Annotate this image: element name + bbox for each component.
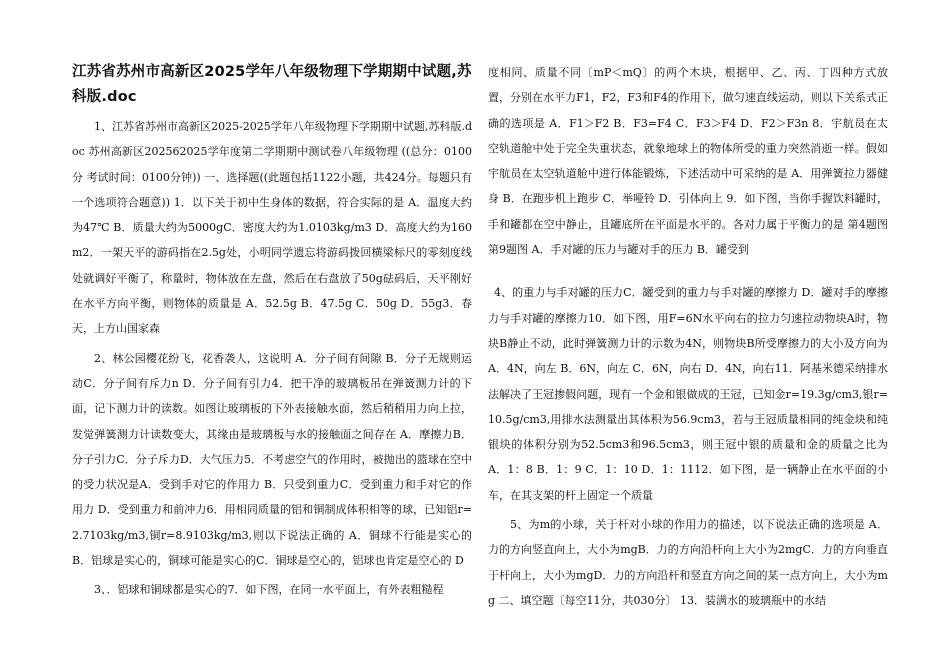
- paragraph-2: 2、林公园樱花纷飞，花香袭人，这说明 A．分子间有间隙 B．分子无规则运动C．分子间有斥力n D．分子间有引力4．把干净的玻璃板吊在弹簧测力计的下面，记下测力计的读数。如图让玻璃板的下外表接触水面，然后稍稍用力向上拉，发觉弹簧测力计读数变大，其缘由是玻璃板与水的接触面之间存在 A．摩擦力B．分子引力C．分子斥力D．大气压力5．不考虑空气的作用时，被抛出的篮球在空中的受力状况是A．受到手对它的作用力 B．只受到重力C．受到重力和手对它的作用力 D．受到重力和前冲力6．用相同质量的铝和铜制成体积相等的球，已知铝r=2.7103kg/m3,铜r=8.9103kg/m3,则以下说法正确的 A．铜球不行能是实心的 B．铝球是实心的，铜球可能是实心的C．铜球是空心的，铝球也肯定是空心的 D: [72, 351, 472, 568]
- document-title: 江苏省苏州市高新区2025学年八年级物理下学期期中试题,苏科版.doc: [72, 64, 472, 105]
- right-column: [488, 60, 888, 613]
- paragraph-1: 1、江苏省苏州市高新区2025-2025学年八年级物理下学期期中试题,苏科版.doc 苏州高新区202562025学年度第二学期期中测试卷八年级物理 ((总分：0100分 考试时间：0100分钟)) 一、选择题((此题包括1122小题，共424分。每题只有一个选项符合题意)) 1．以下关于初中生身体的数据，符合实际的是 A．温度大约为47℃ B．质量大约为5000gC．密度大约为1.0103kg/m3 D．高度大约为160m2．一架天平的游码指在2.5g处，小明同学遗忘将游码拨回横梁标尺的零刻度线处就调好平衡了，称量时，物体放在左盘，然后在右盘放了50g砝码后，天平刚好在水平方向平衡，则物体的质量是 A．52.5g B．47.5g C．50g D．55g3．春天，上方山国家森: [72, 120, 472, 336]
- paragraph-3-continued: 度相同、质量不同〔mP＜mQ〕的两个木块，根据甲、乙、丙、丁四种方式放置，分别在水平力F1，F2，F3和F4的作用下，做匀速直线运动，则以下关系式正确的选项是 A．F1＞F2 B．F3=F4 C．F3＞F4 D．F2＞F3n 8．宇航员在太空轨道舱中处于完全失重状态，就象地球上的物体所受的重力突然消逝一样。假如宇航员在太空轨道舱中进行体能锻炼，下述活动中可采纳的是 A．用弹簧拉力器健身 B．在跑步机上跑步 C．举哑铃 D．引体向上 9．如下图，当你手握饮料罐时，手和罐都在空中静止，且罐底所在平面是水平的。各对力属于平衡力的是 第4题图第9题图 A．手对罐的压力与罐对手的压力 B．罐受到: [488, 66, 888, 257]
- paragraph-3-start: 3、．铝球和铜球都是实心的7．如下图，在同一水平面上，有外表粗糙程: [94, 583, 444, 597]
- paragraph-4: 4、的重力与手对罐的压力C．罐受到的重力与手对罐的摩擦力 D．罐对手的摩擦力与手对罐的摩擦力10．如下图，用F=6N水平向右的拉力匀速拉动物块A时，物块B静止不动，此时弹簧测力计的示数为4N，则物块B所受摩擦力的大小及方向为 A．4N，向左 B．6N，向左 C．6N，向右 D．4N，向右11．阿基米德采纳排水法解决了王冠掺假问题，现有一个金和银做成的王冠，已知金r=19.3g/cm3,银r=10.5g/cm3,用排水法测量出其体积为56.9cm3，若与王冠质量相同的纯金块和纯银块的体积分别为52.5cm3和96.5cm3，则王冠中银的质量和金的质量之比为A．1：8 B．1：9 C．1：10 D．1：1112．如下图，是一辆静止在水平面的小车，在其支架的杆上固定一个质量: [488, 286, 888, 502]
- left-column: [72, 60, 472, 603]
- paragraph-5: 5、为m的小球，关于杆对小球的作用力的描述，以下说法正确的选项是 A．力的方向竖直向上，大小为mgB．力的方向沿杆向上大小为2mgC．力的方向垂直于杆向上，大小为mgD．力的方向沿杆和竖直方向之间的某一点方向上，大小为mg 二、填空题〔每空11分，共030分〕 13．装满水的玻璃瓶中的水结: [488, 518, 888, 607]
